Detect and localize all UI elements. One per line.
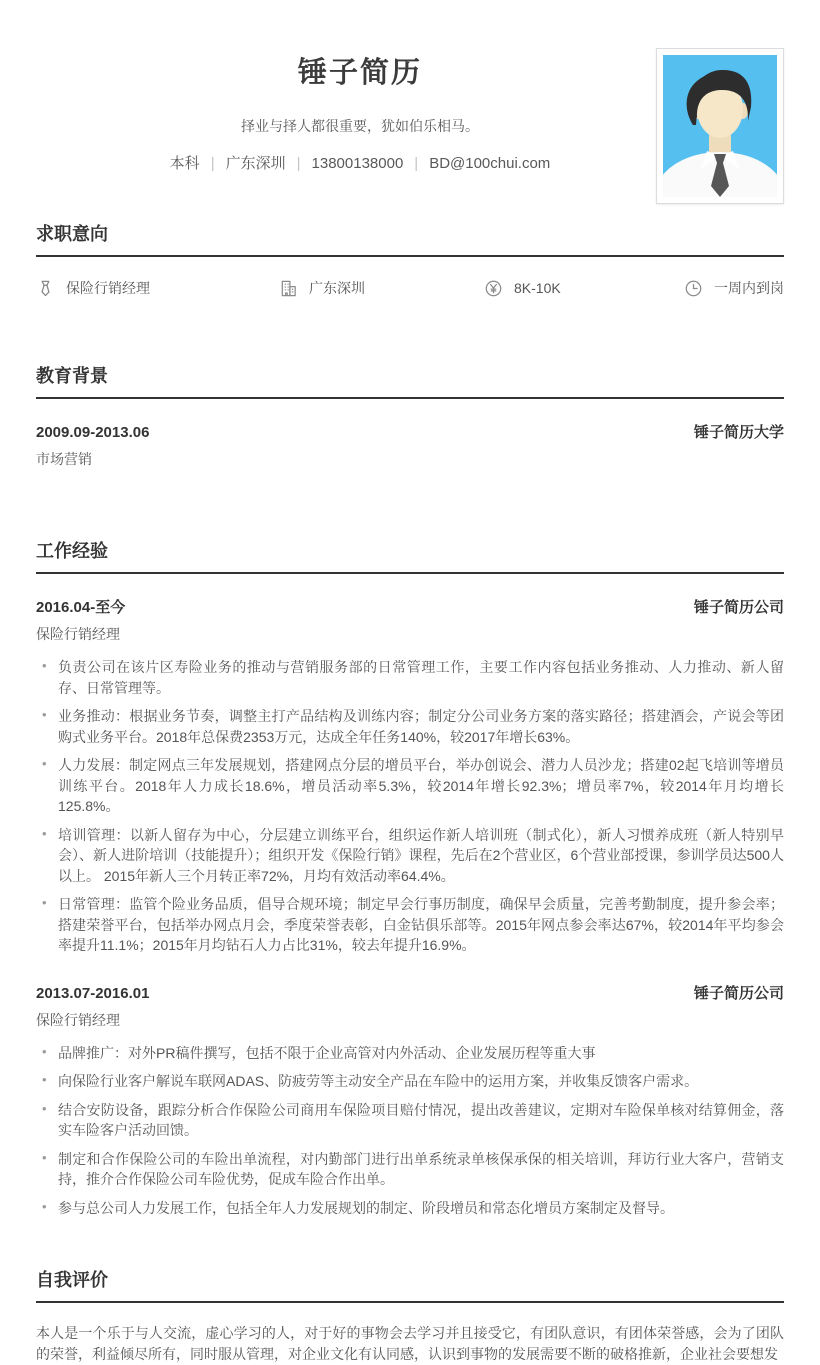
entry	[36, 982, 784, 1219]
entry-bullet: • 结合安防设备，跟踪分析合作保险公司商用车保险项目赔付情况，提出改善建议，定期对车险保单核对结算佣金，落实车险客户活动回馈。	[36, 1100, 784, 1141]
entry-head	[36, 596, 784, 617]
resume-header	[36, 0, 784, 173]
section-experience	[36, 537, 784, 1218]
contact-item: 本科	[169, 155, 200, 172]
contact-item: 13800138000	[311, 155, 404, 172]
self-evaluation-title: 自我评价	[36, 1266, 784, 1303]
contact-separator: |	[210, 155, 215, 172]
self-evaluation-text: 本人是一个乐于与人交流，虚心学习的人，对于好的事物会去学习并且接受它，有团队意识，有团体荣誉感，会为了团队的荣誉，利益倾尽所有，同时服从管理，对企业文化有认同感，认识到事物的发展需要不断的破格推新，企业社会要想发	[36, 1325, 784, 1362]
entry	[36, 596, 784, 956]
job-intent-item	[484, 279, 684, 298]
entry-bullet: • 负责公司在该片区寿险业务的推动与营销服务部的日常管理工作，主要工作内容包括业务推动、人力推动、新人留存、日常管理等。	[36, 657, 784, 698]
entry-period: 2013.07-2016.01	[36, 984, 150, 1002]
avatar	[663, 55, 777, 197]
contact-item: BD@100chui.com	[429, 155, 551, 172]
entry-bullet: • 人力发展：制定网点三年发展规划，搭建网点分层的增员平台，举办创说会、潜力人员沙龙；搭建02起飞培训等增员训练平台。2018年人力成长18.6%，增员活动率5.3%，较2014年增长92.3%；增员率7%，较2014年月均增长125.8%。	[36, 755, 784, 817]
section-self-evaluation	[36, 1266, 784, 1365]
contact-separator: |	[414, 155, 419, 172]
entry-bullet-list	[36, 657, 784, 956]
salary-yuan-icon	[484, 279, 503, 298]
section-education	[36, 362, 784, 469]
entry-period: 2009.09-2013.06	[36, 424, 150, 441]
job-intent-item	[36, 278, 279, 298]
entry-bullet: • 向保险行业客户解说车联网ADAS、防疲劳等主动安全产品在车险中的运用方案，并收集反馈客户需求。	[36, 1071, 784, 1092]
entry-role: 保险行销经理	[36, 1011, 120, 1028]
job-intent-label: 8K-10K	[514, 280, 561, 296]
resume-motto: 择业与择人都很重要，犹如伯乐相马。	[241, 118, 479, 134]
entry-bullet: • 日常管理：监管个险业务品质，倡导合规环境；制定早会行事历制度，确保早会质量，完善考勤制度，提升参会率；搭建荣誉平台，包括举办网点月会，季度荣誉表彰，白金钻俱乐部等。2015年网点参会率达67%，较2014年平均参会率提升11.1%；2015年月均钻石人力占比31%，较去年提升16.9%。	[36, 894, 784, 956]
contact-line	[36, 152, 684, 173]
entry-organization: 锤子简历公司	[693, 984, 784, 1002]
entry-bullet: • 培训管理：以新人留存为中心，分层建立训练平台，组织运作新人培训班（制式化），新人习惯养成班（新人特别早会）、新人进阶培训（技能提升）；组织开发《保险行销》课程，先后在2个营业区，6个营业部授课，参训学员达500人以上。 2015年新人三个月转正率72%，月均有效活动率64.4%。	[36, 825, 784, 887]
job-intent-grid	[36, 278, 784, 298]
education-title: 教育背景	[36, 362, 784, 399]
entry-detail: 市场营销	[36, 451, 92, 467]
entry	[36, 421, 784, 469]
entry-bullet-list	[36, 1043, 784, 1219]
contact-item: 广东深圳	[225, 155, 286, 172]
tie-icon	[36, 279, 55, 298]
entry-role: 保险行销经理	[36, 626, 120, 642]
page-title: 锤子简历	[297, 57, 422, 89]
job-intent-label: 保险行销经理	[66, 280, 150, 296]
job-intent-title: 求职意向	[36, 220, 784, 257]
entry-organization: 锤子简历大学	[693, 424, 784, 441]
entry-period: 2016.04-至今	[36, 599, 126, 616]
job-intent-item	[279, 278, 484, 298]
entry-bullet: • 参与总公司人力发展工作，包括全年人力发展规划的制定、阶段增员和常态化增员方案制定及督导。	[36, 1198, 784, 1219]
entry-bullet: • 品牌推广：对外PR稿件撰写，包括不限于企业高管对内外活动、企业发展历程等重大事	[36, 1043, 784, 1064]
clock-icon	[684, 279, 703, 298]
job-intent-label: 一周内到岗	[714, 280, 784, 296]
contact-separator: |	[296, 155, 301, 172]
entry-bullet: • 制定和合作保险公司的车险出单流程，对内勤部门进行出单系统录单核保承保的相关培训，拜访行业大客户，营销支持，推介合作保险公司车险优势，促成车险合作出单。	[36, 1149, 784, 1190]
header-text	[36, 0, 684, 173]
building-icon	[279, 279, 298, 298]
job-intent-item	[684, 278, 784, 298]
entry-bullet: • 业务推动：根据业务节奏，调整主打产品结构及训练内容；制定分公司业务方案的落实路径；搭建酒会，产说会等团购式业务平台。2018年总保费2353万元，达成全年任务140%，较2017年增长63%。	[36, 706, 784, 747]
entry-head	[36, 421, 784, 442]
section-job-intent	[36, 220, 784, 298]
education-entries	[36, 421, 784, 469]
entry-head	[36, 982, 784, 1003]
experience-entries	[36, 596, 784, 1218]
job-intent-label: 广东深圳	[309, 280, 365, 296]
profile-photo	[656, 48, 784, 204]
experience-title: 工作经验	[36, 537, 784, 574]
entry-organization: 锤子简历公司	[693, 599, 784, 616]
